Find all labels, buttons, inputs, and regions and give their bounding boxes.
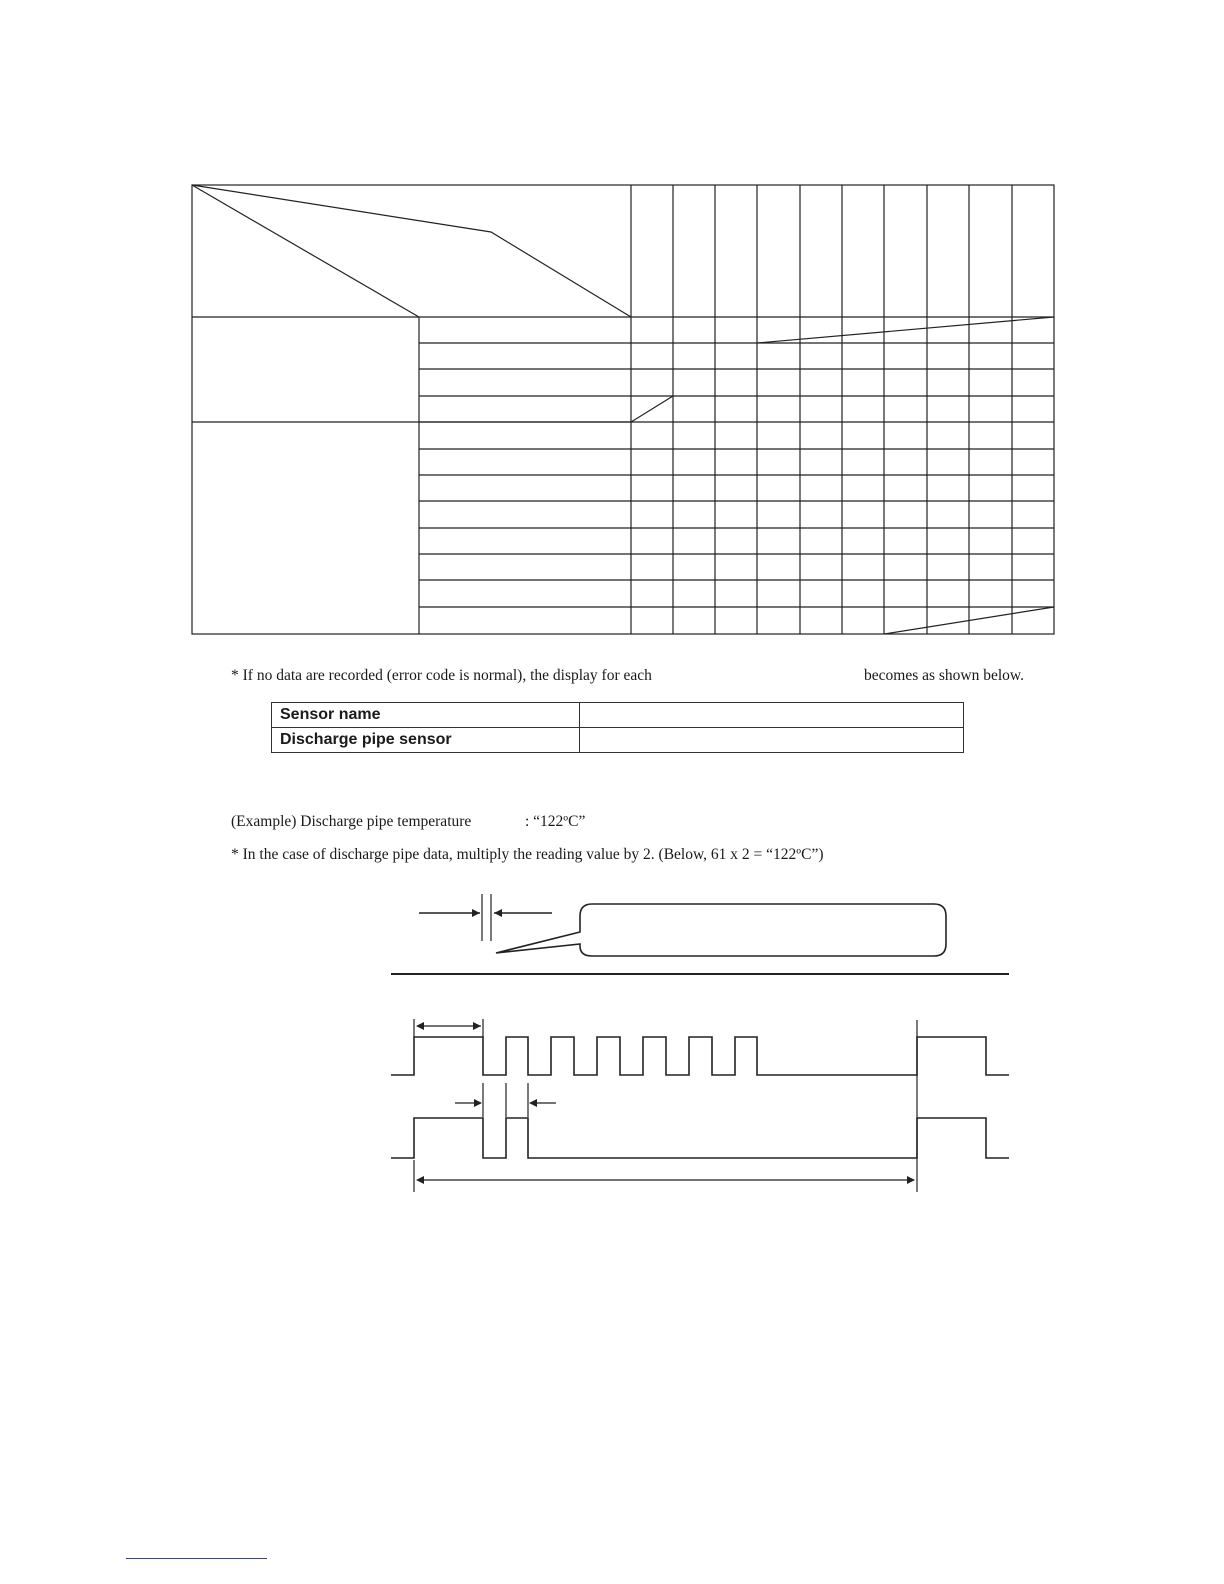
matrix-outer-frame bbox=[192, 185, 1054, 634]
cell-diagonal-row1 bbox=[757, 317, 1054, 343]
arrowhead-8 bbox=[907, 1176, 915, 1184]
arrowhead-4 bbox=[473, 1022, 481, 1030]
table-row bbox=[272, 728, 964, 753]
cell-diagonal-row4 bbox=[631, 396, 673, 422]
no-data-note-suffix: becomes as shown below. bbox=[864, 667, 1024, 684]
arrowhead-3 bbox=[416, 1022, 424, 1030]
callout-bubble bbox=[496, 904, 946, 956]
example-label: (Example) Discharge pipe temperature bbox=[231, 813, 472, 830]
sensor-table bbox=[271, 702, 964, 753]
discharge-pipe-sensor-cell: Discharge pipe sensor bbox=[272, 728, 580, 753]
table-row bbox=[272, 703, 964, 728]
no-data-note-prefix: * If no data are recorded (error code is normal), the display for each bbox=[231, 667, 652, 684]
waveform-lower bbox=[391, 1118, 1009, 1158]
discharge-pipe-value-cell bbox=[580, 728, 964, 753]
arrowhead-5 bbox=[474, 1099, 482, 1107]
arrowhead-1 bbox=[472, 909, 480, 917]
header-diagonal-left bbox=[192, 185, 419, 317]
sensor-value-cell bbox=[580, 703, 964, 728]
arrowhead-2 bbox=[494, 909, 502, 917]
arrowhead-7 bbox=[416, 1176, 424, 1184]
waveform-upper bbox=[391, 1037, 1009, 1075]
multiply-note: * In the case of discharge pipe data, multiply the reading value by 2. (Below, 61 x 2 = “122ºC”) bbox=[231, 846, 824, 863]
header-diagonal-right bbox=[192, 185, 631, 317]
footer-rule bbox=[126, 1558, 267, 1559]
sensor-name-header: Sensor name bbox=[272, 703, 580, 728]
arrowhead-6 bbox=[529, 1099, 537, 1107]
example-value: : “122ºC” bbox=[525, 813, 586, 830]
